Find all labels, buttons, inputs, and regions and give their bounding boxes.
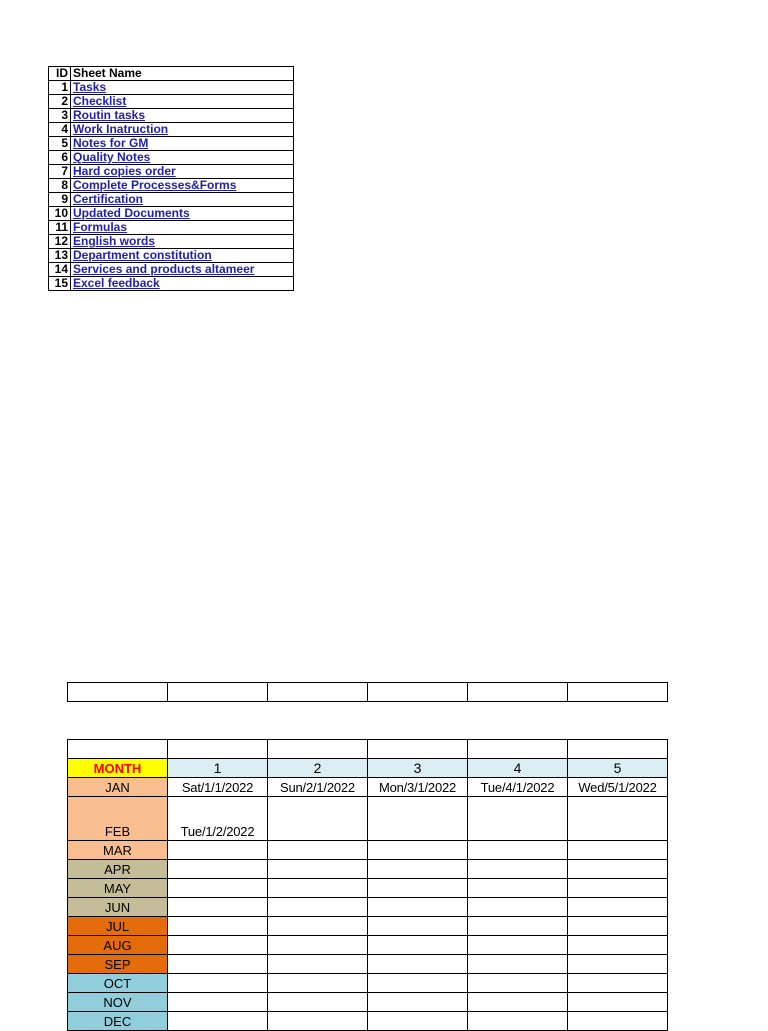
- date-cell[interactable]: [468, 841, 568, 860]
- blank-cell[interactable]: [568, 683, 668, 702]
- month-row: [68, 1012, 668, 1031]
- date-cell[interactable]: [368, 993, 468, 1012]
- date-cell[interactable]: Tue/1/2/2022: [168, 797, 268, 841]
- blank-cell[interactable]: [68, 683, 168, 702]
- sheet-link[interactable]: Excel feedback: [73, 276, 160, 290]
- date-cell[interactable]: [468, 879, 568, 898]
- date-cell[interactable]: [568, 993, 668, 1012]
- index-id: 13: [49, 249, 71, 263]
- month-header[interactable]: MONTH: [68, 759, 168, 778]
- date-cell[interactable]: [268, 917, 368, 936]
- date-cell[interactable]: [468, 1012, 568, 1031]
- date-cell[interactable]: [368, 936, 468, 955]
- index-id: 9: [49, 193, 71, 207]
- sheet-link[interactable]: Routin tasks: [73, 108, 146, 122]
- month-row: [68, 974, 668, 993]
- date-cell[interactable]: Sun/2/1/2022: [268, 778, 368, 797]
- index-row: [49, 249, 294, 263]
- date-cell[interactable]: [468, 955, 568, 974]
- month-row: [68, 778, 668, 797]
- sheet-link[interactable]: Quality Notes: [73, 150, 151, 164]
- index-id: 1: [49, 81, 71, 95]
- date-cell[interactable]: [168, 974, 268, 993]
- calendar-cell[interactable]: [368, 740, 468, 759]
- index-name-cell: [71, 81, 294, 95]
- index-header-row: [49, 67, 294, 81]
- month-row: [68, 797, 668, 841]
- date-cell[interactable]: [368, 974, 468, 993]
- date-cell[interactable]: [568, 898, 668, 917]
- sheet-link[interactable]: Certification: [73, 192, 144, 206]
- date-cell[interactable]: [368, 797, 468, 841]
- index-row: [49, 81, 294, 95]
- date-cell[interactable]: Mon/3/1/2022: [368, 778, 468, 797]
- calendar-cell[interactable]: [68, 740, 168, 759]
- date-cell[interactable]: [168, 993, 268, 1012]
- date-cell[interactable]: Wed/5/1/2022: [568, 778, 668, 797]
- date-cell[interactable]: [168, 1012, 268, 1031]
- date-cell[interactable]: [568, 860, 668, 879]
- index-name-cell: [71, 109, 294, 123]
- blank-cell[interactable]: [168, 683, 268, 702]
- index-row: [49, 179, 294, 193]
- sheet-link[interactable]: Complete Processes&Forms: [73, 178, 237, 192]
- month-row: [68, 917, 668, 936]
- calendar-cell[interactable]: [468, 740, 568, 759]
- index-id: 5: [49, 137, 71, 151]
- calendar-cell[interactable]: [268, 740, 368, 759]
- date-cell[interactable]: [168, 936, 268, 955]
- index-row: [49, 235, 294, 249]
- sheet-link[interactable]: Notes for GM: [73, 136, 149, 150]
- index-row: [49, 193, 294, 207]
- date-cell[interactable]: [268, 993, 368, 1012]
- date-cell[interactable]: [168, 955, 268, 974]
- date-cell[interactable]: [268, 797, 368, 841]
- month-row: [68, 936, 668, 955]
- date-cell[interactable]: [268, 879, 368, 898]
- date-cell[interactable]: [468, 917, 568, 936]
- month-row: [68, 879, 668, 898]
- sheet-index-table: [48, 66, 294, 291]
- date-cell[interactable]: [268, 860, 368, 879]
- date-cell[interactable]: [568, 955, 668, 974]
- date-cell[interactable]: [268, 955, 368, 974]
- index-header-id: ID: [49, 67, 71, 81]
- index-row: [49, 263, 294, 277]
- date-cell[interactable]: [268, 936, 368, 955]
- index-id: 8: [49, 179, 71, 193]
- index-row: [49, 151, 294, 165]
- blank-cell[interactable]: [468, 683, 568, 702]
- index-row: [49, 221, 294, 235]
- month-label[interactable]: AUG: [68, 936, 168, 955]
- index-id: 10: [49, 207, 71, 221]
- month-row: [68, 955, 668, 974]
- month-label[interactable]: DEC: [68, 1012, 168, 1031]
- sheet-link[interactable]: Services and products altameer: [73, 262, 255, 276]
- index-header-name: Sheet Name: [71, 67, 294, 81]
- date-cell[interactable]: [468, 974, 568, 993]
- index-name-cell: [71, 95, 294, 109]
- date-cell[interactable]: Sat/1/1/2022: [168, 778, 268, 797]
- date-cell[interactable]: [168, 841, 268, 860]
- month-row: [68, 993, 668, 1012]
- date-cell[interactable]: [568, 974, 668, 993]
- sheet-link[interactable]: Work Inatruction: [73, 122, 169, 136]
- index-name-cell: [71, 151, 294, 165]
- date-cell[interactable]: [168, 860, 268, 879]
- sheet-link[interactable]: Checklist: [73, 94, 127, 108]
- date-cell[interactable]: [468, 860, 568, 879]
- date-cell[interactable]: [168, 879, 268, 898]
- date-cell[interactable]: [468, 898, 568, 917]
- date-cell[interactable]: [268, 1012, 368, 1031]
- date-cell[interactable]: [368, 898, 468, 917]
- date-cell[interactable]: [568, 797, 668, 841]
- index-name-cell: [71, 165, 294, 179]
- index-id: 14: [49, 263, 71, 277]
- date-cell[interactable]: [468, 797, 568, 841]
- sheet-link[interactable]: Department constitution: [73, 248, 212, 262]
- sheet-link[interactable]: Tasks: [73, 80, 107, 94]
- index-id: 12: [49, 235, 71, 249]
- month-label[interactable]: FEB: [68, 797, 168, 841]
- blank-row-table: [67, 682, 668, 702]
- index-row: [49, 277, 294, 291]
- index-name-cell: [71, 179, 294, 193]
- index-id: 2: [49, 95, 71, 109]
- index-id: 3: [49, 109, 71, 123]
- index-row: [49, 165, 294, 179]
- index-name-cell: [71, 263, 294, 277]
- sheet-link[interactable]: Formulas: [73, 220, 128, 234]
- index-name-cell: [71, 221, 294, 235]
- month-row: [68, 898, 668, 917]
- calendar-header-row: [68, 759, 668, 778]
- date-cell[interactable]: [368, 955, 468, 974]
- month-label[interactable]: APR: [68, 860, 168, 879]
- date-cell[interactable]: [368, 860, 468, 879]
- day-header[interactable]: 2: [268, 759, 368, 778]
- date-cell[interactable]: [568, 879, 668, 898]
- date-cell[interactable]: [168, 917, 268, 936]
- date-cell[interactable]: [268, 974, 368, 993]
- blank-cell[interactable]: [268, 683, 368, 702]
- date-cell[interactable]: [368, 841, 468, 860]
- month-label[interactable]: JUL: [68, 917, 168, 936]
- index-id: 4: [49, 123, 71, 137]
- index-id: 15: [49, 277, 71, 291]
- date-cell[interactable]: [568, 841, 668, 860]
- index-name-cell: [71, 235, 294, 249]
- date-cell[interactable]: [368, 1012, 468, 1031]
- index-id: 7: [49, 165, 71, 179]
- date-cell[interactable]: [268, 898, 368, 917]
- calendar-cell[interactable]: [568, 740, 668, 759]
- month-label[interactable]: MAY: [68, 879, 168, 898]
- sheet-link[interactable]: Updated Documents: [73, 206, 190, 220]
- date-cell[interactable]: [268, 841, 368, 860]
- index-id: 11: [49, 221, 71, 235]
- calendar-empty-row: [68, 740, 668, 759]
- index-row: [49, 137, 294, 151]
- index-name-cell: [71, 123, 294, 137]
- index-row: [49, 123, 294, 137]
- index-row: [49, 207, 294, 221]
- date-cell[interactable]: [468, 993, 568, 1012]
- month-label[interactable]: MAR: [68, 841, 168, 860]
- day-header[interactable]: 5: [568, 759, 668, 778]
- day-header[interactable]: 1: [168, 759, 268, 778]
- index-id: 6: [49, 151, 71, 165]
- date-cell[interactable]: [368, 917, 468, 936]
- index-name-cell: [71, 207, 294, 221]
- calendar-cell[interactable]: [168, 740, 268, 759]
- date-cell[interactable]: [568, 1012, 668, 1031]
- day-header[interactable]: 3: [368, 759, 468, 778]
- index-name-cell: [71, 193, 294, 207]
- sheet-link[interactable]: English words: [73, 234, 156, 248]
- date-cell[interactable]: [468, 936, 568, 955]
- index-name-cell: [71, 277, 294, 291]
- blank-cell[interactable]: [368, 683, 468, 702]
- date-cell[interactable]: Tue/4/1/2022: [468, 778, 568, 797]
- month-label[interactable]: SEP: [68, 955, 168, 974]
- index-row: [49, 95, 294, 109]
- index-name-cell: [71, 249, 294, 263]
- month-row: [68, 841, 668, 860]
- date-cell[interactable]: [568, 936, 668, 955]
- month-label[interactable]: JAN: [68, 778, 168, 797]
- sheet-link[interactable]: Hard copies order: [73, 164, 176, 178]
- month-label[interactable]: OCT: [68, 974, 168, 993]
- month-label[interactable]: JUN: [68, 898, 168, 917]
- date-cell[interactable]: [568, 917, 668, 936]
- index-row: [49, 109, 294, 123]
- calendar-table: [67, 739, 668, 1031]
- date-cell[interactable]: [168, 898, 268, 917]
- date-cell[interactable]: [368, 879, 468, 898]
- month-row: [68, 860, 668, 879]
- month-label[interactable]: NOV: [68, 993, 168, 1012]
- day-header[interactable]: 4: [468, 759, 568, 778]
- blank-row: [68, 683, 668, 702]
- index-name-cell: [71, 137, 294, 151]
